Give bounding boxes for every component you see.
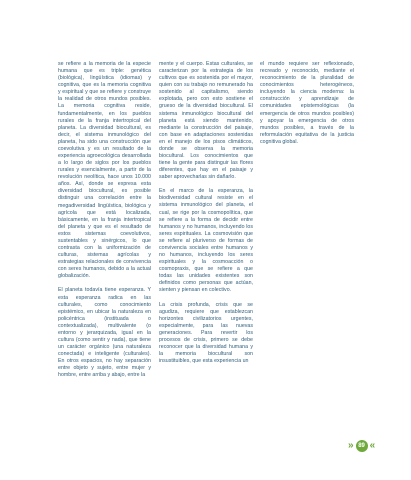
paragraph: mente y el cuerpo. Estas culturales, se caracterizan por la estrategia de los cultivos que es sostenida por el mayor, quien con su trabajo no remunerado ha sostenido al capitalismo, siendo explotada, pero con esto sostiene el grueso de la diversidad biocultural. El sistema inmunológico biocultural del planeta está siendo mantenido, mediante la construcción del paisaje, con base en adaptaciones sostenidas en el manejo de los pisos climáticos, donde se observa la memoria biocultural. Los conocimientos que tiene la gente para distinguir las flores diferentes, que hay en el paisaje y saber aprovecharlas sin dañarlo. — [159, 61, 253, 181]
paragraph: El planeta todavía tiene esperanza. Y esta esperanza radica en las culturales, como conocimiento epistémico, en ubicar la naturaleza en policéntrica (instituada o contextualizada), multivalente (o entorno y jerarquizada, igual en la cultura (como sentir y nada), que tiene un carácter orgánico (una naturaleza conectada) e inteligente (culturales). En otros espacios, no hay separación entre objeto y sujeto, entre mujer y hombre, entre arriba y abajo, entre la — [58, 287, 151, 379]
text-column-2 — [159, 61, 253, 372]
double-chevron-left-icon[interactable]: » — [348, 440, 354, 451]
paragraph: se refiere a la memoria de la especie humana que es triple: genética (biológica), lingüística (idiomas) y cognitiva, que es la memoria cognitiva y espiritual y que se refiere y construye la realidad de otros mundos posibles. La memoria cognitiva reside, fundamentalmente, en los pueblos rurales de la franja intertropical del planeta. La diversidad biocultural, es decir, el sistema inmunológico del planeta, ha sido una construcción que coevolutiva y es un resultado de la experiencia agroecológica desarrollada a lo largo de siglos por los pueblos rurales y esencialmente, a partir de la revolución neolítica, hace unos 10.000 años. Así, donde se expresa esta diversidad biocultural, es posible distinguir una correlación entre la megadiversidad lingüística, biológica y agrícola que está localizada, básicamente, en la franja intertropical del planeta y que es el resultado de estos sistemas coevolutivos, sustentables y sinérgicos, lo que contrasta con la uniformización de culturas, sistemas agrícolas y estrategias relacionales de convivencia con seres humanos, debido a la actual globalización. — [58, 61, 151, 280]
paragraph: En el marco de la esperanza, la biodiversidad cultural resiste en el sistema inmunológico del planeta, el cual, se rige por la cosmopolítica, que se refiere a la forma de decidir entre humanos y no humanos, incluyendo los seres espirituales. La cosmovisión que se refiere al pluriverso de formas de convivencia sociales entre humanos y no humanos, incluyendo los seres espirituales y la cosmoacción o cosmopraxis, que se refiere a que todas las unidades existentes son definidos como personas que actúan, sienten y piensan en colectivo. — [159, 188, 253, 294]
page-number: 89 — [356, 440, 368, 452]
page-footer — [348, 440, 375, 452]
text-column-3 — [260, 61, 354, 153]
double-chevron-right-icon[interactable]: « — [369, 440, 376, 451]
paragraph: el mundo requiere ser reflexionado, recreado y reconocido, mediante el reconocimiento de la pluralidad de conocimientos heterogéneos, incluyendo la ciencia moderna: la construcción y aprendizaje de comunidades epistemológicas (la emergencia de otros mundos posibles) y apoyar la emergencia de otros mundos posibles, a través de la reformulación equitativa de la justicia cognitiva global. — [260, 61, 354, 145]
paragraph: La crisis profunda, crisis que se agudiza, requiere que establezcan horizontes civilizatorios urgentes, especialmente, para las nuevas generaciones. Para revertir los procesos de crisis, primero se debe reconocer que la diversidad humana y la memoria biocultural son insustituibles, que esta experiencia un — [159, 301, 253, 365]
text-column-1 — [58, 61, 151, 386]
